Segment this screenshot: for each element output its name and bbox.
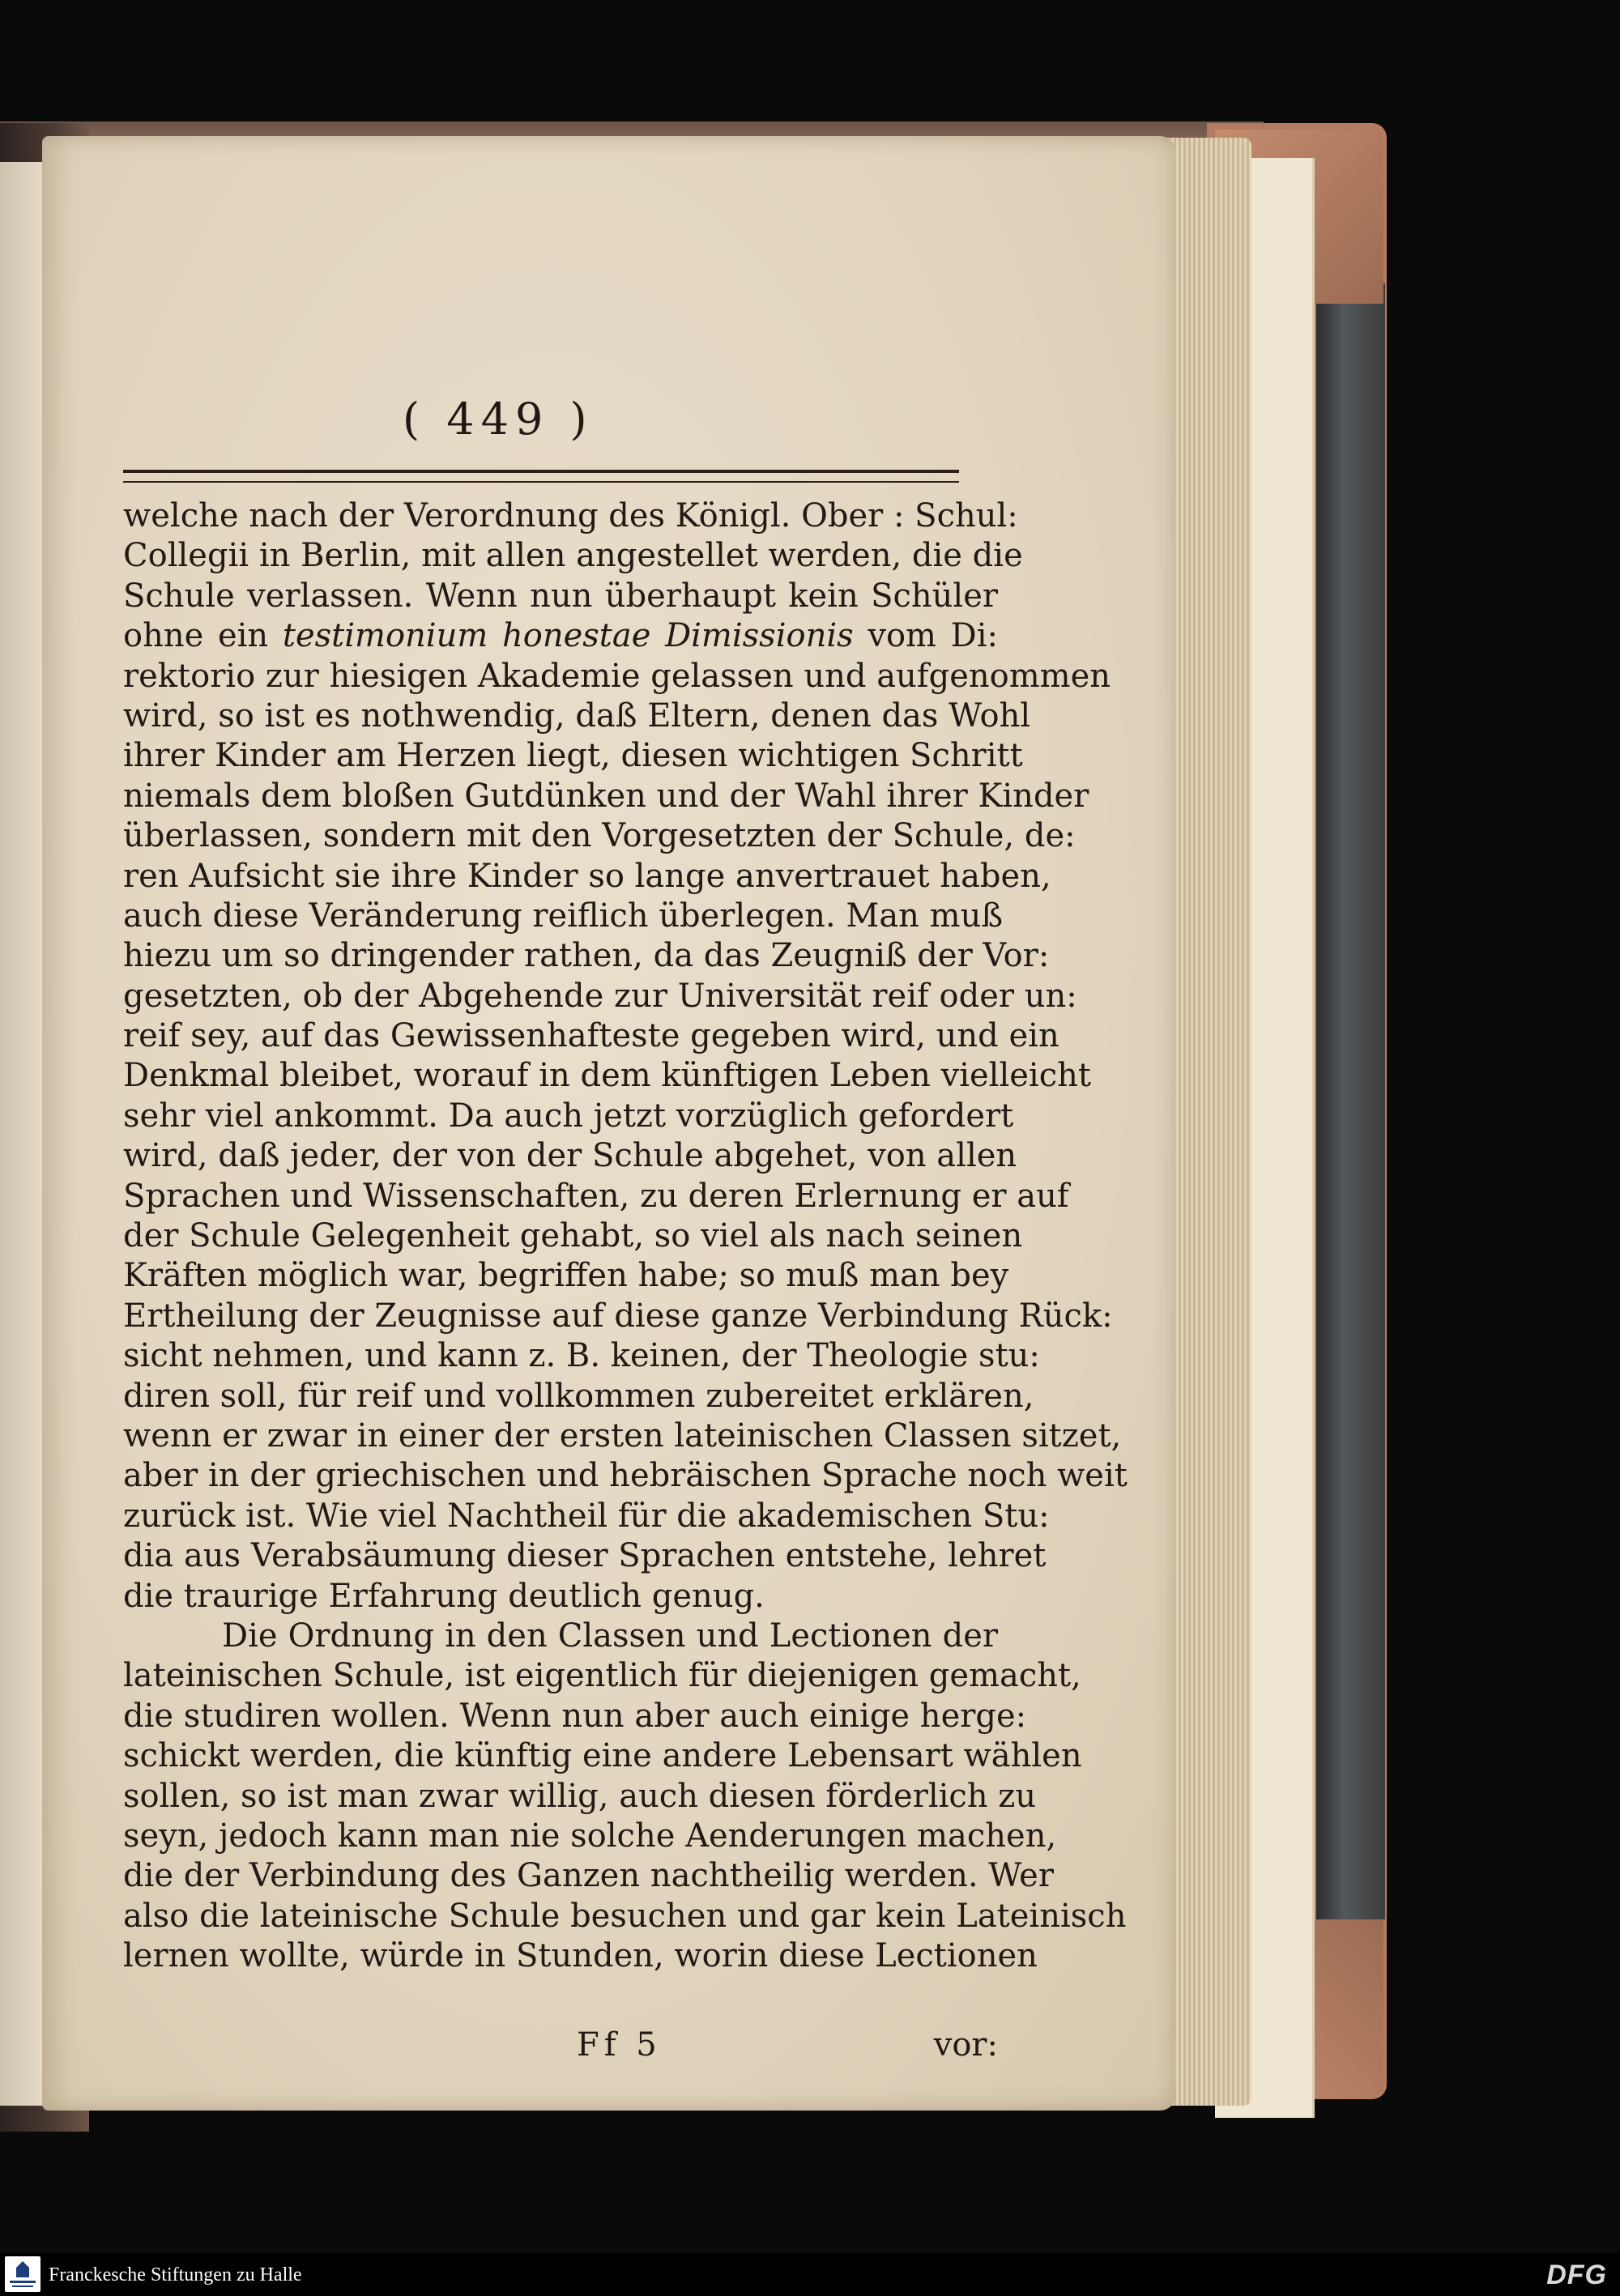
header-rule: [123, 470, 959, 483]
text-line: hiezu um so dringender rathen, da das Zeugniß der Vor:: [123, 937, 1050, 975]
text-line: aber in der griechischen und hebräischen Sprache noch weit: [123, 1457, 1128, 1495]
text-line: Schule verlassen. Wenn nun überhaupt kein Schüler: [123, 577, 998, 615]
page-number: ( 449 ): [403, 394, 594, 445]
text-line: die der Verbindung des Ganzen nachtheilig werden. Wer: [123, 1857, 1054, 1895]
text-line: wenn er zwar in einer der ersten lateinischen Classen sitzet,: [123, 1416, 1122, 1455]
text-line: Die Ordnung in den Classen und Lectionen der: [222, 1617, 998, 1655]
text-line: überlassen, sondern mit den Vorgesetzten der Schule, de:: [123, 817, 1076, 855]
viewer-footer-bar: [0, 2253, 1620, 2296]
text-line: reif sey, auf das Gewissenhafteste gegeben wird, und ein: [123, 1017, 1059, 1055]
text-line: die studiren wollen. Wenn nun aber auch einige herge:: [123, 1697, 1027, 1735]
text-line: sollen, so ist man zwar willig, auch diesen förderlich zu: [123, 1777, 1037, 1815]
text-line: dia aus Verabsäumung dieser Sprachen entstehe, lehret: [123, 1537, 1047, 1575]
text-line: diren soll, für reif und vollkommen zubereitet erklären,: [123, 1377, 1034, 1415]
text-line: rektorio zur hiesigen Akademie gelassen und aufgenommen: [123, 657, 1111, 695]
text-line: gesetzten, ob der Abgehende zur Universität reif oder un:: [123, 977, 1077, 1015]
signature-mark: Ff 5: [577, 2026, 662, 2064]
text-line: Denkmal bleibet, worauf in dem künftigen Leben vielleicht: [123, 1057, 1091, 1095]
text-line: auch diese Veränderung reiflich überlegen. Man muß: [123, 897, 1004, 935]
text-line: schickt werden, die künftig eine andere Lebensart wählen: [123, 1737, 1082, 1775]
francke-foundations-logo-icon[interactable]: [5, 2256, 40, 2292]
text-line: Collegii in Berlin, mit allen angestellet werden, die die: [123, 537, 1023, 575]
text-line: seyn, jedoch kann man nie solche Aenderungen machen,: [123, 1817, 1057, 1855]
right-cover-cloth: [1316, 283, 1385, 1919]
text-line: also die lateinische Schule besuchen und gar kein Lateinisch: [123, 1897, 1127, 1935]
text-line: zurück ist. Wie viel Nachtheil für die akademischen Stu:: [123, 1497, 1050, 1535]
text-line: die traurige Erfahrung deutlich genug.: [123, 1577, 765, 1615]
dfg-logo[interactable]: DFG: [1546, 2260, 1607, 2290]
text-line: Kräften möglich war, begriffen habe; so muß man bey: [123, 1257, 1009, 1295]
text-line: sehr viel ankommt. Da auch jetzt vorzüglich gefordert: [123, 1097, 1014, 1135]
text-line: Ertheilung der Zeugnisse auf diese ganze Verbindung Rück:: [123, 1297, 1113, 1335]
text-line: wird, daß jeder, der von der Schule abgehet, von allen: [123, 1137, 1017, 1175]
catchword: vor:: [933, 2026, 998, 2064]
left-page-edge: [0, 162, 44, 2106]
page-text: [123, 496, 1128, 1976]
text-line: ohne ein testimonium honestae Dimissionis vom Di:: [123, 617, 998, 655]
text-line: ren Aufsicht sie ihre Kinder so lange anvertrauet haben,: [123, 857, 1051, 895]
text-line: Sprachen und Wissenschaften, zu deren Erlernung er auf: [123, 1177, 1069, 1215]
text-line: lernen wollte, würde in Stunden, worin diese Lectionen: [123, 1937, 1038, 1975]
text-line: niemals dem bloßen Gutdünken und der Wahl ihrer Kinder: [123, 777, 1089, 815]
text-line: ihrer Kinder am Herzen liegt, diesen wichtigen Schritt: [123, 737, 1023, 775]
text-line: lateinischen Schule, ist eigentlich für diejenigen gemacht,: [123, 1657, 1081, 1695]
book-page: [42, 136, 1176, 2111]
text-line: wird, so ist es nothwendig, daß Eltern, denen das Wohl: [123, 696, 1031, 735]
page-footer: [123, 2026, 998, 2067]
institution-name[interactable]: Franckesche Stiftungen zu Halle: [49, 2264, 302, 2285]
text-line: der Schule Gelegenheit gehabt, so viel als nach seinen: [123, 1217, 1023, 1255]
text-line: sicht nehmen, und kann z. B. keinen, der Theologie stu:: [123, 1337, 1040, 1375]
text-line: welche nach der Verordnung des Königl. Ober : Schul:: [123, 497, 1018, 535]
